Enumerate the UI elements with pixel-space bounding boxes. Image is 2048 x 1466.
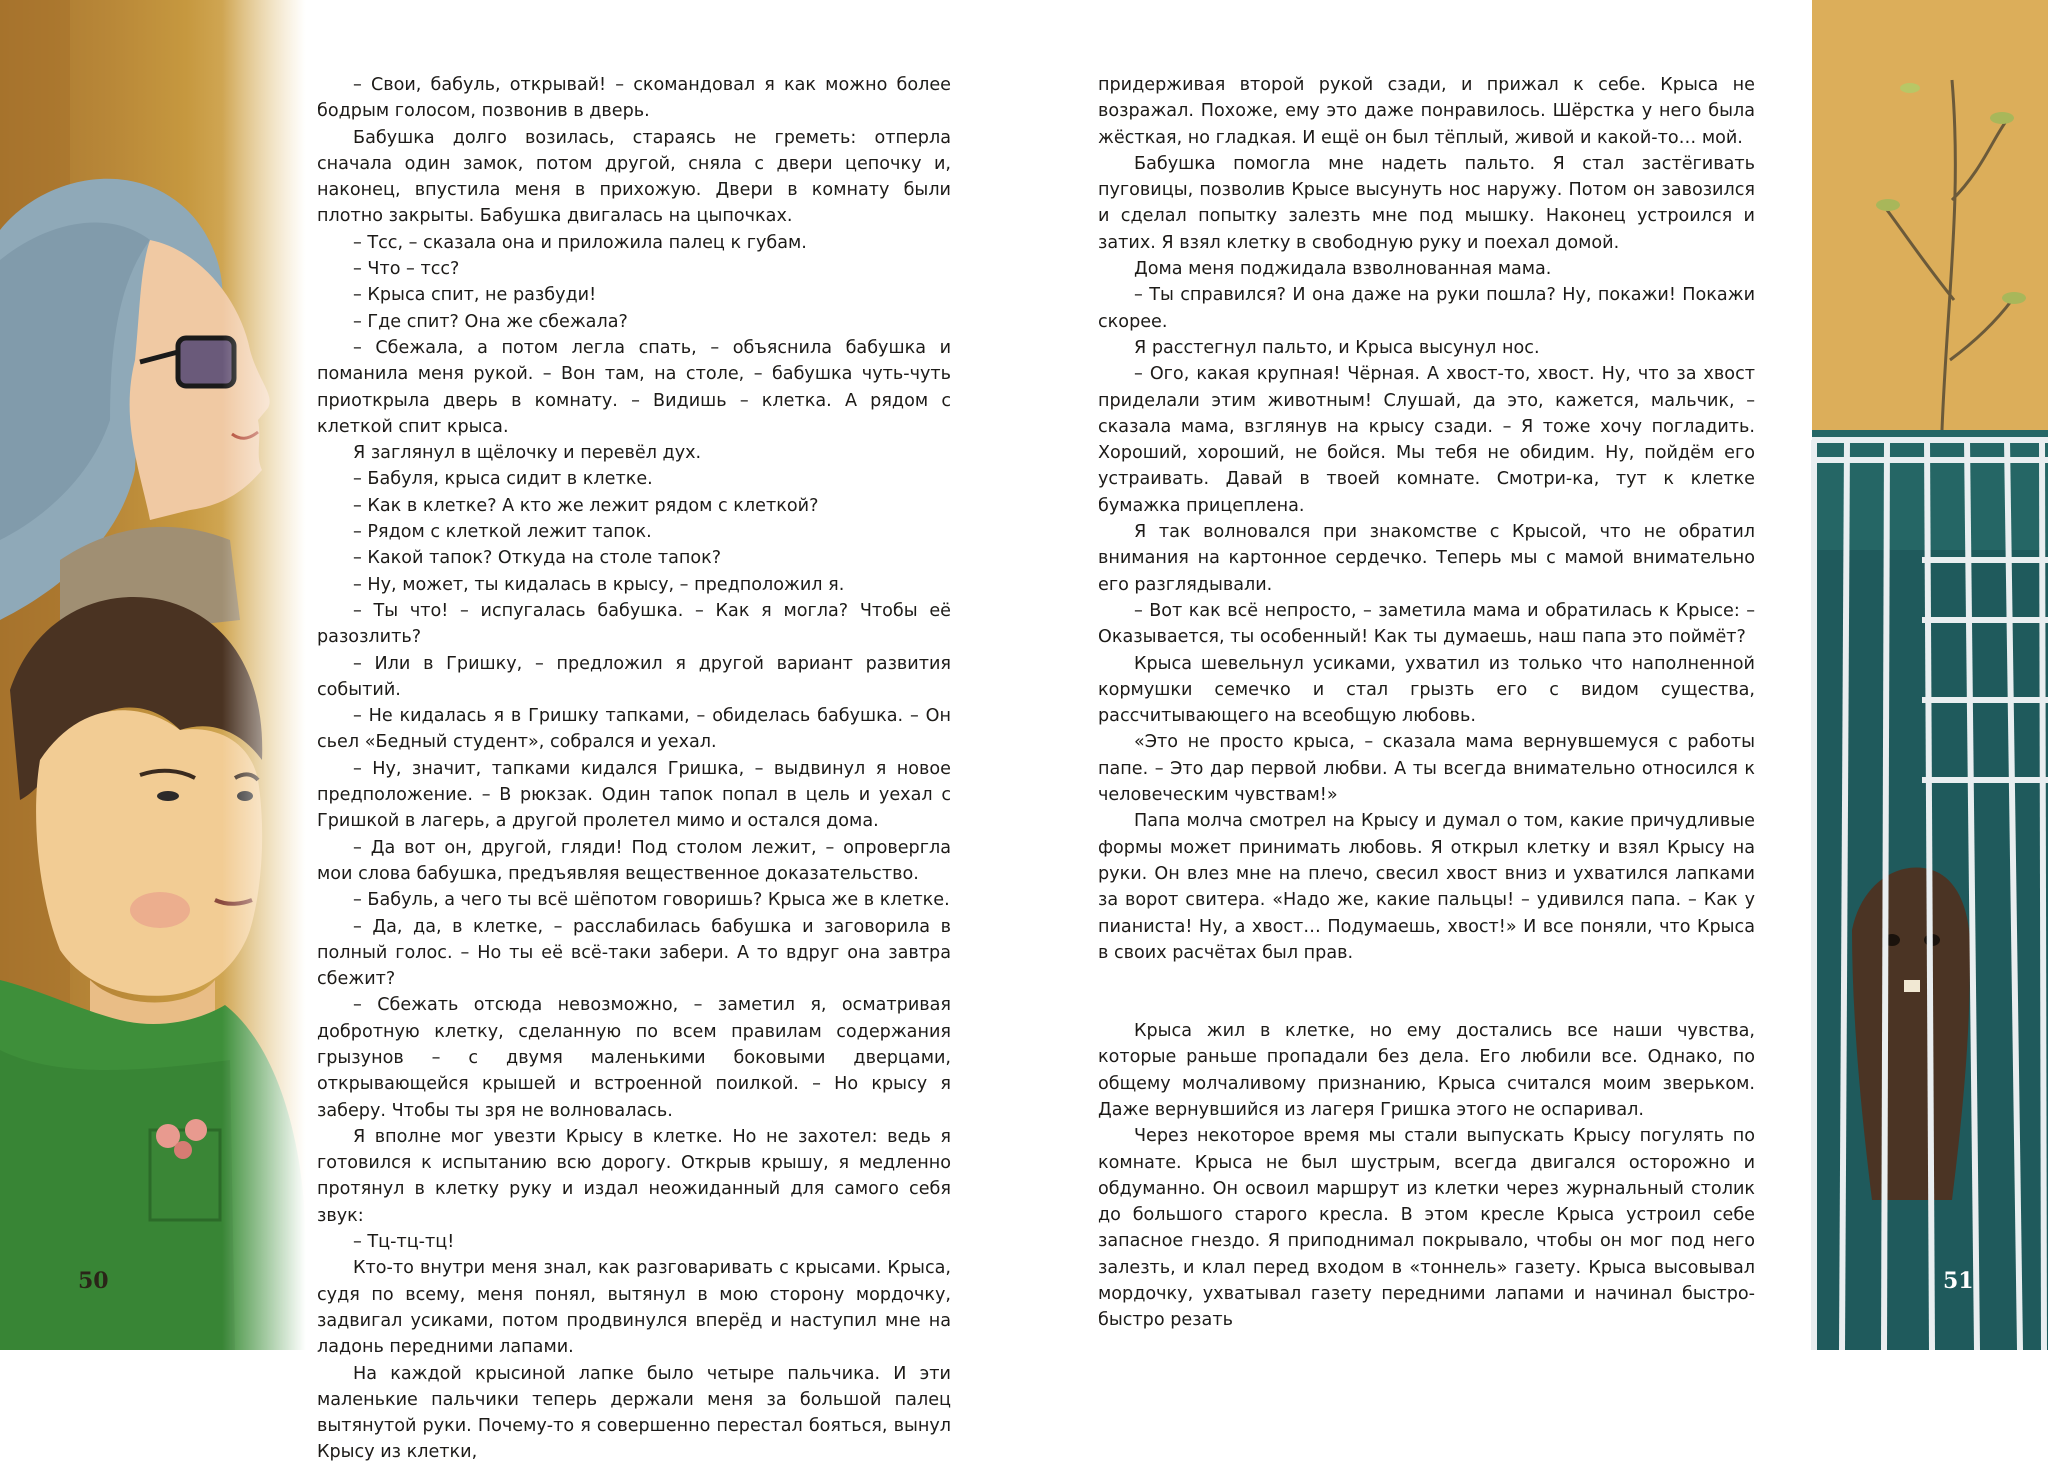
paragraph: Кто-то внутри меня знал, как разговаривать с крысами. Крыса, судя по всему, меня понял, вытянул в мою сторону мордочку, задвигал усиками, потом продвинулся вперёд и наступил мне на ладонь передними лапами. xyxy=(317,1258,951,1358)
paragraph: – Да вот он, другой, гляди! Под столом лежит, – опровергла мои слова бабушка, предъявляя вещественное доказательство. xyxy=(317,837,951,884)
left-illustration xyxy=(0,0,310,1350)
page-number-right: 51 xyxy=(1943,1268,1974,1294)
paragraph: – Не кидалась я в Гришку тапками, – обиделась бабушка. – Он сьел «Бедный студент», собрался и уехал. xyxy=(317,706,951,753)
paragraph: – Сбежать отсюда невозможно, – заметил я, осматривая добротную клетку, сделанную по всем правилам содержания грызунов – с двумя маленькими боковыми дверцами, открывающейся крышей и встроенной поилкой. – Но крысу я заберу. Чтобы ты зря не волновалась. xyxy=(317,995,951,1121)
paragraph: Бабушка долго возилась, стараясь не греметь: отперла сначала один замок, потом другой, сняла с двери цепочку и, наконец, впустила меня в прихожую. Двери в комнату были плотно закрыты. Бабушка двигалась на цыпочках. xyxy=(317,127,951,227)
paragraph: Крыса шевельнул усиками, ухватил из только что наполненной кормушки семечко и стал грызть его с видом существа, рассчитывающего на всеобщую любовь. xyxy=(1098,653,1755,727)
paragraph: – Бабуля, крыса сидит в клетке. xyxy=(353,469,653,490)
paragraph: – Крыса спит, не разбуди! xyxy=(353,285,597,306)
paragraph: – Сбежала, а потом легла спать, – объяснила бабушка и поманила меня рукой. – Вон там, на столе, – бабушка чуть-чуть приоткрыла дверь в комнату. – Видишь – клетка. А рядом с клеткой спит крыса. xyxy=(317,337,951,437)
right-illustration xyxy=(1792,0,2048,1350)
paragraph: – Ты справился? И она даже на руки пошла? Ну, покажи! Покажи скорее. xyxy=(1098,285,1755,332)
paragraph: – Вот как всё непросто, – заметила мама и обратилась к Крысе: – Оказывается, ты особенный! Как ты думаешь, наш папа это поймёт? xyxy=(1098,600,1755,648)
left-page-text xyxy=(317,72,951,1466)
paragraph: Через некоторое время мы стали выпускать Крысу погулять по комнате. Крыса не был шустрым, всегда двигался осторожно и обдуманно. Он освоил маршрут из клетки через журнальный столик до большого старого кресла. В этом кресле Крыса устроил себе запасное гнездо. Я приподнимал покрывало, чтобы он мог под него залезть, и клал перед входом в «тоннель» газету. Крыса высовывал мордочку, ухватывал газету передними лапами и начинал быстро-быстро резать xyxy=(1098,1126,1755,1331)
paragraph: – Ну, значит, тапками кидался Гришка, – выдвинул я новое предположение. – В рюкзак. Один тапок попал в цель и уехал с Гришкой в лагерь, а другой пролетел мимо и остался дома. xyxy=(317,758,951,832)
paragraph: Я так волновался при знакомстве с Крысой, что не обратил внимания на картонное сердечко. Теперь мы с мамой внимательно его разглядывали. xyxy=(1098,522,1755,595)
paragraph: – Бабуль, а чего ты всё шёпотом говоришь? Крыса же в клетке. xyxy=(353,890,950,911)
page-number-left: 50 xyxy=(78,1268,109,1294)
paragraph: – Как в клетке? А кто же лежит рядом с клеткой? xyxy=(353,495,819,516)
paragraph: – Ты что! – испугалась бабушка. – Как я могла? Чтобы её разозлить? xyxy=(317,600,951,648)
paragraph: «Это не просто крыса, – сказала мама вернувшемуся с работы папе. – Это дар первой любви. А ты всегда внимательно относился к человеческим чувствам!» xyxy=(1098,732,1755,806)
paragraph: – Какой тапок? Откуда на столе тапок? xyxy=(353,548,722,569)
paragraph: На каждой крысиной лапке было четыре пальчика. И эти маленькие пальчики теперь держали меня за большой палец вытянутой руки. Почему-то я совершенно перестал бояться, вынул Крысу из клетки, xyxy=(317,1363,951,1463)
section-break xyxy=(1098,966,1755,1018)
paragraph: Я вполне мог увезти Крысу в клетке. Но не захотел: ведь я готовился к испытанию всю дорогу. Открыв крышу, я медленно протянул в клетку руку и издал неожиданный для самого себя звук: xyxy=(317,1126,951,1226)
paragraph: – Да, да, в клетке, – расслабилась бабушка и заговорила в полный голос. – Но ты её всё-таки забери. А то вдруг она завтра сбежит? xyxy=(317,916,951,990)
paragraph: Бабушка помогла мне надеть пальто. Я стал застёгивать пуговицы, позволив Крысе высунуть нос наружу. Потом он завозился и сделал попытку залезть мне под мышку. Наконец устроился и затих. Я взял клетку в свободную руку и поехал домой. xyxy=(1098,153,1755,253)
paragraph: – Тц-тц-тц! xyxy=(353,1232,455,1253)
paragraph: Дома меня поджидала взволнованная мама. xyxy=(1134,259,1552,280)
right-page-text xyxy=(1098,72,1755,1334)
paragraph: – Что – тсс? xyxy=(353,259,460,280)
paragraph: – Или в Гришку, – предложил я другой вариант развития событий. xyxy=(317,653,951,700)
paragraph: – Ну, может, ты кидалась в крысу, – предположил я. xyxy=(353,574,845,595)
paragraph: – Свои, бабуль, открывай! – скомандовал я как можно более бодрым голосом, позвонив в дверь. xyxy=(317,75,951,122)
paragraph: Я расстегнул пальто, и Крыса высунул нос. xyxy=(1134,337,1540,358)
paragraph: – Рядом с клеткой лежит тапок. xyxy=(353,522,652,543)
paragraph: – Тсс, – сказала она и приложила палец к губам. xyxy=(353,232,807,253)
paragraph: придерживая второй рукой сзади, и прижал к себе. Крыса не возражал. Похоже, ему это даже понравилось. Шёрстка у него была жёсткая, но гладкая. И ещё он был тёплый, живой и какой-то… мой. xyxy=(1098,75,1755,148)
illustration-rat-in-cage xyxy=(1792,0,2048,1350)
paragraph: Папа молча смотрел на Крысу и думал о том, какие причудливые формы может принимать любовь. Я открыл клетку и взял Крысу на руки. Он влез мне на плечо, свесил хвост вниз и ухватился лапками за ворот свитера. «Надо же, какие пальцы! – удивился папа. – Как у пианиста! Ну, а хвост… Подумаешь, хвост!» И все поняли, что Крыса в своих расчётах был прав. xyxy=(1098,811,1755,963)
paragraph: – Где спит? Она же сбежала? xyxy=(353,311,628,332)
paragraph: Я заглянул в щёлочку и перевёл дух. xyxy=(353,443,702,464)
rat-icon xyxy=(1852,868,1970,1201)
paragraph: Крыса жил в клетке, но ему достались все наши чувства, которые раньше пропадали без дела. Его любили все. Однако, по общему молчаливому признанию, Крыса считался моим зверьком. Даже вернувшийся из лагеря Гришка этого не оспаривал. xyxy=(1098,1021,1755,1120)
paragraph: – Ого, какая крупная! Чёрная. А хвост-то, хвост. Ну, что за хвост приделали этим животным! Слушай, да это, кажется, мальчик, – сказала мама, взглянув на крысу сзади. – Я тоже хочу погладить. Хороший, хороший, не бойся. Мы тебя не обидим. Ну, пойдём его устраивать. Давай в твоей комнате. Смотри-ка, тут к клетке бумажка прицеплена. xyxy=(1098,364,1755,516)
